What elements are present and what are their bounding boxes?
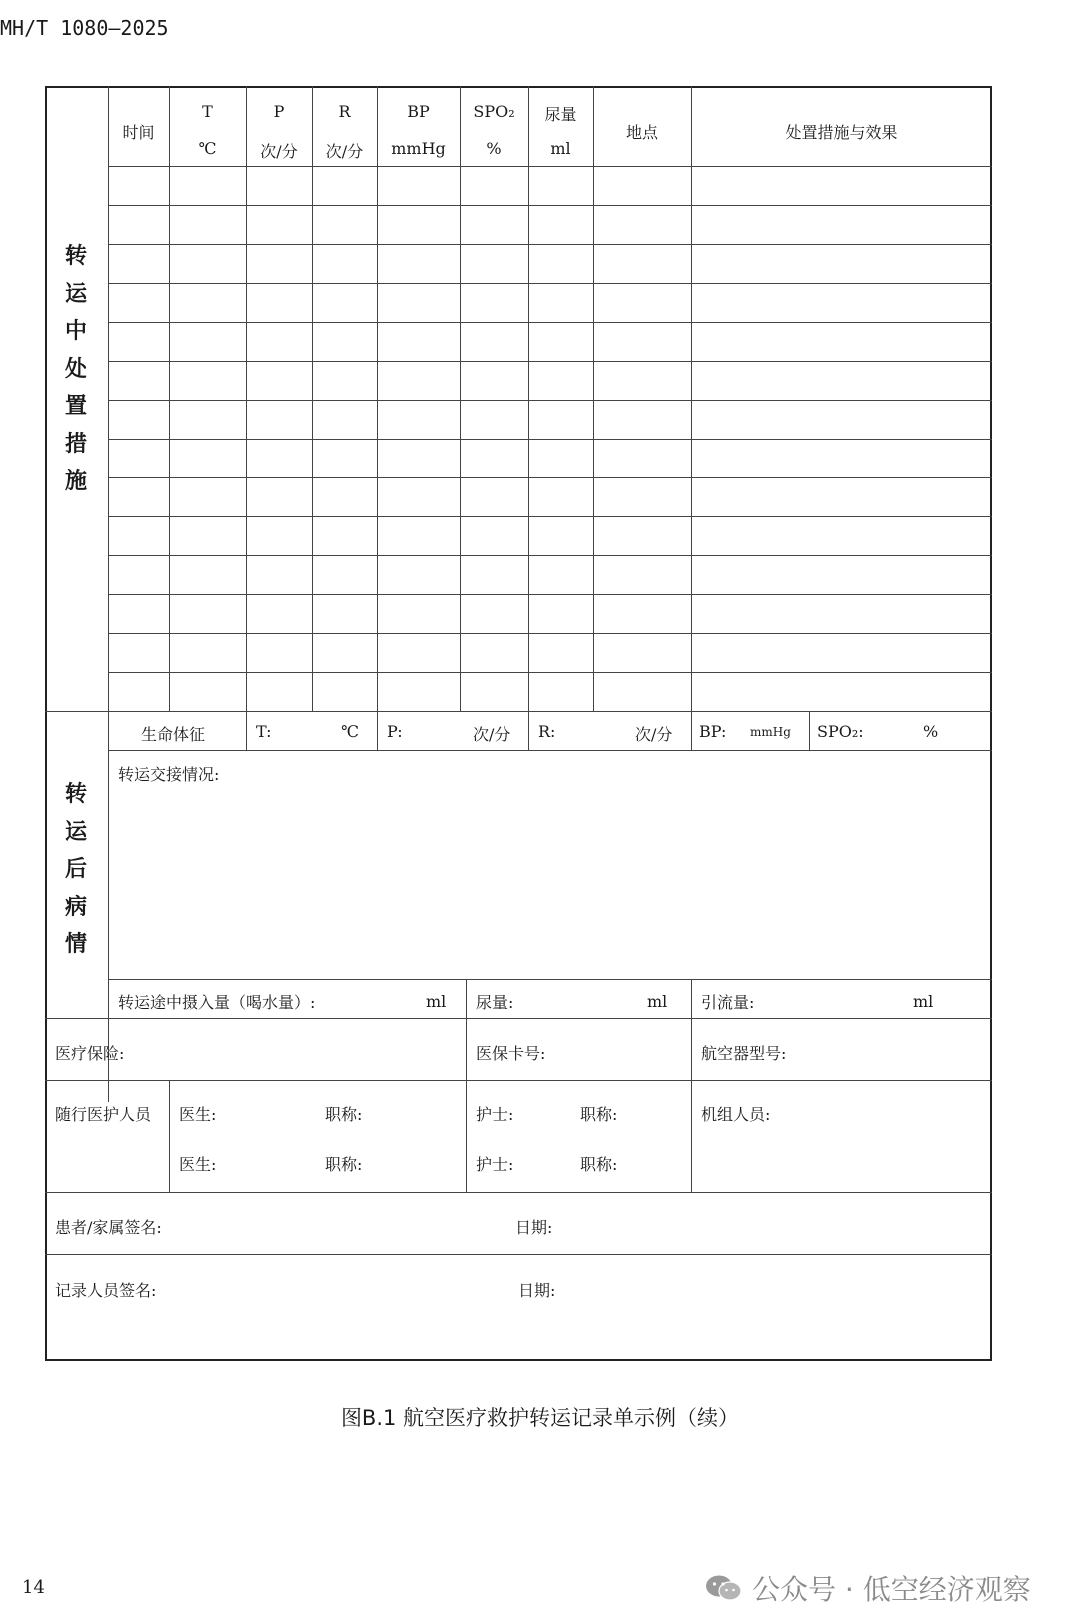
intake-label: 转运途中摄入量（喝水量）: (118, 993, 316, 1012)
table-column-line (246, 86, 247, 711)
vital-signs-divider (246, 711, 247, 750)
doctor-label: 医生: (179, 1105, 217, 1124)
standard-code: MH/T 1080—2025 (0, 16, 169, 40)
crew-label: 机组人员: (701, 1105, 771, 1124)
after-t-unit: ℃ (341, 722, 359, 741)
insurance-divider (691, 1018, 692, 1080)
nurse-label: 护士: (476, 1105, 514, 1124)
nurse-label: 护士: (476, 1155, 514, 1174)
table-column-line (312, 86, 313, 711)
table-row-line (108, 400, 992, 401)
insurance-card-label: 医保卡号: (476, 1044, 546, 1063)
after-t-label: T: (256, 722, 272, 741)
insurance-row-bottom (45, 1080, 992, 1081)
table-row-line (108, 322, 992, 323)
wechat-icon (704, 1573, 744, 1603)
signature-divider (45, 1254, 992, 1255)
header-location: 地点 (625, 123, 658, 142)
header-temperature-unit: ℃ (198, 139, 217, 158)
after-spo2-unit: % (923, 722, 939, 741)
nurse-title-label: 职称: (580, 1105, 618, 1124)
escort-staff-label: 随行医护人员 (55, 1105, 152, 1124)
insurance-row-top (45, 1018, 992, 1019)
table-row-line (108, 361, 992, 362)
transfer-record-form (45, 86, 992, 1361)
doctor-label: 医生: (179, 1155, 217, 1174)
table-column-line (691, 86, 692, 711)
intake-row-top (108, 979, 992, 980)
table-column-line (377, 86, 378, 711)
staff-divider (691, 1080, 692, 1192)
after-bp-unit: mmHg (750, 725, 791, 739)
table-row-line (108, 244, 992, 245)
header-respiration-unit: 次/分 (325, 142, 364, 161)
intake-divider (466, 979, 467, 1018)
after-spo2-label: SPO₂: (817, 722, 864, 741)
table-row-line (108, 594, 992, 595)
vital-signs-divider (528, 711, 529, 750)
table-column-line (169, 86, 170, 711)
header-temperature: T (202, 102, 213, 121)
nurse-title-label: 职称: (580, 1155, 618, 1174)
recorder-date-label: 日期: (518, 1281, 556, 1300)
header-blood-pressure-unit: mmHg (391, 139, 446, 158)
header-measures: 处置措施与效果 (785, 123, 898, 142)
header-spo2-unit: % (486, 139, 502, 158)
insurance-label: 医疗保险: (55, 1044, 125, 1063)
staff-divider (169, 1080, 170, 1192)
watermark (704, 1568, 1031, 1608)
table-row-line (108, 166, 992, 167)
intake-divider (691, 979, 692, 1018)
vital-signs-divider (377, 711, 378, 750)
after-bp-label: BP: (699, 722, 727, 741)
vital-signs-divider (691, 711, 692, 750)
table-row-line (108, 439, 992, 440)
table-column-line (460, 86, 461, 711)
drainage-label: 引流量: (701, 993, 755, 1012)
handover-label: 转运交接情况: (118, 765, 220, 784)
header-spo2: SPO₂ (473, 102, 515, 121)
header-respiration: R (338, 102, 351, 121)
table-row-line (108, 672, 992, 673)
insurance-divider (466, 1018, 467, 1080)
doctor-title-label: 职称: (325, 1155, 363, 1174)
vital-signs-row-bottom (108, 750, 992, 751)
table-column-line (593, 86, 594, 711)
intake-unit: ml (426, 992, 447, 1011)
section-title-after-transfer: 转运后病情 (64, 782, 87, 957)
after-p-label: P: (387, 722, 403, 741)
patient-signature-label: 患者/家属签名: (55, 1218, 162, 1237)
page-number: 14 (22, 1577, 45, 1598)
staff-divider (466, 1080, 467, 1192)
header-urine: 尿量 (544, 105, 577, 124)
section-divider-after (45, 711, 992, 712)
drainage-unit: ml (913, 992, 934, 1011)
table-row-line (108, 633, 992, 634)
patient-date-label: 日期: (515, 1218, 553, 1237)
header-blood-pressure: BP (407, 102, 430, 121)
urine-label: 尿量: (476, 993, 514, 1012)
doctor-title-label: 职称: (325, 1105, 363, 1124)
vital-signs-divider (809, 711, 810, 750)
aircraft-model-label: 航空器型号: (701, 1044, 787, 1063)
after-r-unit: 次/分 (635, 725, 673, 744)
recorder-signature-label: 记录人员签名: (55, 1281, 157, 1300)
header-time: 时间 (122, 123, 155, 142)
after-r-label: R: (538, 722, 556, 741)
urine-unit: ml (647, 992, 668, 1011)
header-urine-unit: ml (550, 139, 571, 158)
header-pulse-unit: 次/分 (260, 142, 298, 161)
section-title-during-transfer: 转运中处置措施 (64, 244, 87, 494)
staff-row-bottom (45, 1192, 992, 1193)
table-row-line (108, 555, 992, 556)
table-row-line (108, 516, 992, 517)
figure-caption: 图B.1 航空医疗救护转运记录单示例（续） (340, 1406, 740, 1430)
table-column-line (528, 86, 529, 711)
vital-signs-label: 生命体征 (141, 725, 206, 744)
table-row-line (108, 283, 992, 284)
after-p-unit: 次/分 (473, 725, 511, 744)
watermark-text: 公众号 · 低空经济观察 (752, 1573, 1031, 1606)
table-row-line (108, 477, 992, 478)
table-row-line (108, 205, 992, 206)
header-pulse: P (273, 102, 285, 121)
